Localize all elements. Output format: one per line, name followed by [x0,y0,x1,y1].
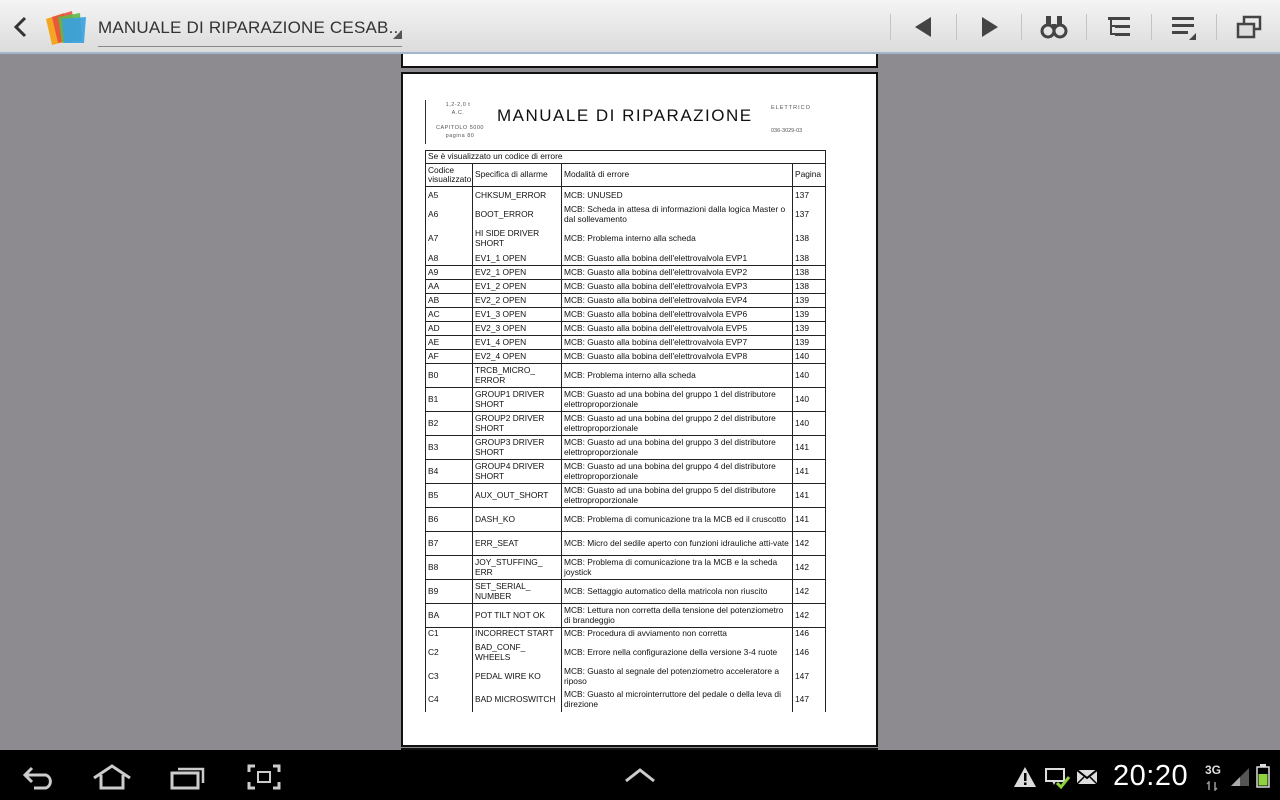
table-row [426,484,826,508]
cell-mode: MCB: Guasto ad una bobina del gruppo 2 del distributore elettroproporzionale [562,412,793,436]
table-row [426,350,826,364]
cell-code: B2 [426,412,473,436]
cell-alarm: AUX_OUT_SHORT [473,484,562,508]
cell-page: 147 [793,665,826,688]
binoculars-icon [1040,14,1068,40]
table-row [426,252,826,266]
cell-mode: MCB: Guasto alla bobina dell'elettrovalvola EVP2 [562,266,793,280]
cell-alarm: EV1_2 OPEN [473,280,562,294]
cell-alarm: BAD_CONF_ WHEELS [473,640,562,665]
warning-icon[interactable] [1013,766,1037,793]
cell-page: 142 [793,580,826,604]
cell-code: A5 [426,187,473,205]
table-row [426,688,826,712]
cell-alarm: EV1_1 OPEN [473,252,562,266]
header-weight: 1,2-2,0 t A.C. [445,102,471,116]
column-header: Pagina [793,164,826,187]
table-row [426,412,826,436]
cell-mode: MCB: Problema di comunicazione tra la MCB ed il cruscotto [562,508,793,532]
cell-alarm: ERR_SEAT [473,532,562,556]
cell-page: 139 [793,336,826,350]
window-mode-button[interactable] [1232,10,1266,44]
recent-apps-icon[interactable] [170,764,206,795]
cell-mode: MCB: Guasto ad una bobina del gruppo 1 del distributore elettroproporzionale [562,388,793,412]
cell-mode: MCB: Guasto alla bobina dell'elettrovalvola EVP3 [562,280,793,294]
table-row [426,532,826,556]
cell-alarm: GROUP1 DRIVER SHORT [473,388,562,412]
cell-code: C3 [426,665,473,688]
cell-code: AB [426,294,473,308]
battery-icon [1256,764,1270,793]
cell-code: AC [426,308,473,322]
cell-alarm: JOY_STUFFING_ ERR [473,556,562,580]
cell-mode: MCB: Guasto alla bobina dell'elettrovalvola EVP5 [562,322,793,336]
error-code-table [425,150,826,712]
page-title: MANUALE DI RIPARAZIONE [497,106,753,125]
cell-code: BA [426,604,473,628]
table-row [426,436,826,460]
cell-code: B0 [426,364,473,388]
cell-page: 137 [793,187,826,205]
action-bar [0,0,1280,54]
cell-alarm: EV1_4 OPEN [473,336,562,350]
cell-page: 138 [793,280,826,294]
find-button[interactable] [1037,10,1071,44]
cell-code: C1 [426,628,473,641]
table-caption: Se è visualizzato un codice di errore [426,151,826,164]
cell-alarm: PEDAL WIRE KO [473,665,562,688]
cell-mode: MCB: Errore nella configurazione della versione 3-4 ruote [562,640,793,665]
cell-page: 141 [793,436,826,460]
cell-code: AE [426,336,473,350]
outline-icon [1105,14,1133,40]
cell-alarm: DASH_KO [473,508,562,532]
cell-page: 146 [793,628,826,641]
cell-page: 139 [793,308,826,322]
cell-mode: MCB: Problema interno alla scheda [562,364,793,388]
table-row [426,308,826,322]
cell-page: 141 [793,484,826,508]
cell-page: 138 [793,266,826,280]
cell-page: 139 [793,294,826,308]
cell-code: B4 [426,460,473,484]
cell-mode: MCB: Guasto alla bobina dell'elettrovalvola EVP1 [562,252,793,266]
table-row [426,665,826,688]
cell-page: 146 [793,640,826,665]
cell-alarm: EV2_4 OPEN [473,350,562,364]
table-row [426,388,826,412]
cell-alarm: TRCB_MICRO_ ERROR [473,364,562,388]
cell-alarm: GROUP2 DRIVER SHORT [473,412,562,436]
cell-mode: MCB: Scheda in attesa di informazioni dalla logica Master o dal sollevamento [562,204,793,226]
column-header: Modalità di errore [562,164,793,187]
cell-code: B7 [426,532,473,556]
title-dropdown-icon[interactable] [393,30,402,39]
cell-mode: MCB: Micro del sedile aperto con funzioni idrauliche atti-vate [562,532,793,556]
divider [1086,14,1087,40]
table-row [426,556,826,580]
table-row [426,226,826,252]
table-row [426,460,826,484]
cell-page: 139 [793,322,826,336]
table-row [426,294,826,308]
cell-page: 142 [793,556,826,580]
cell-page: 141 [793,460,826,484]
column-header: Codice visualizzato [426,164,473,187]
cell-mode: MCB: Settaggio automatico della matricola non riuscito [562,580,793,604]
cell-code: B6 [426,508,473,532]
home-icon[interactable] [92,764,132,795]
table-header-row [426,164,826,187]
cell-code: AF [426,350,473,364]
cell-mode: MCB: Lettura non corretta della tensione del potenziometro di brandeggio [562,604,793,628]
network-type: 3G [1205,763,1222,777]
cell-mode: MCB: Guasto alla bobina dell'elettrovalvola EVP6 [562,308,793,322]
cell-mode: MCB: Guasto ad una bobina del gruppo 3 del distributore elettroproporzionale [562,436,793,460]
cell-alarm: INCORRECT START [473,628,562,641]
cell-code: C2 [426,640,473,665]
cell-code: A7 [426,226,473,252]
next-page-button[interactable] [973,10,1007,44]
email-icon[interactable] [1076,768,1098,791]
cell-code: AA [426,280,473,294]
document-title[interactable]: MANUALE DI RIPARAZIONE CESAB... [98,18,404,37]
menu-icon [1170,13,1198,41]
table-row [426,187,826,205]
previous-page-button[interactable] [906,10,940,44]
chevron-up-icon[interactable] [624,766,656,789]
document-page[interactable] [401,72,878,747]
table-row [426,266,826,280]
data-transfer-icon [1206,778,1220,796]
cell-page: 137 [793,204,826,226]
divider [1021,14,1022,40]
table-row [426,628,826,641]
cell-alarm: BAD MICROSWITCH [473,688,562,712]
cell-mode: MCB: Guasto ad una bobina del gruppo 5 del distributore elettroproporzionale [562,484,793,508]
restore-window-icon [1235,14,1263,40]
table-row [426,364,826,388]
cell-code: B9 [426,580,473,604]
cell-page: 140 [793,388,826,412]
cell-page: 138 [793,226,826,252]
cell-mode: MCB: Problema di comunicazione tra la MCB e la scheda joystick [562,556,793,580]
header-chapter: CAPITOLO 5000 pagina 80 [436,125,484,139]
cell-alarm: CHKSUM_ERROR [473,187,562,205]
table-row [426,604,826,628]
table-row [426,322,826,336]
cell-alarm: EV2_3 OPEN [473,322,562,336]
cell-code: A6 [426,204,473,226]
cell-alarm: SET_SERIAL_ NUMBER [473,580,562,604]
cell-page: 147 [793,688,826,712]
table-row [426,336,826,350]
cell-mode: MCB: Guasto al segnale del potenziometro acceleratore a riposo [562,665,793,688]
header-code: 036-3029-03 [771,128,803,134]
outline-button[interactable] [1102,10,1136,44]
cell-alarm: POT TILT NOT OK [473,604,562,628]
cell-alarm: GROUP4 DRIVER SHORT [473,460,562,484]
cell-alarm: EV1_3 OPEN [473,308,562,322]
table-row [426,280,826,294]
header-section: ELETTRICO [771,105,811,111]
cell-code: B5 [426,484,473,508]
cell-alarm: EV2_2 OPEN [473,294,562,308]
previous-page-edge [401,54,878,68]
app-logo-icon [42,9,88,47]
cell-code: B8 [426,556,473,580]
download-complete-icon[interactable] [1044,766,1070,795]
cell-mode: MCB: Guasto alla bobina dell'elettrovalvola EVP4 [562,294,793,308]
cell-page: 141 [793,508,826,532]
triangle-left-icon [913,15,933,39]
table-row [426,508,826,532]
cell-page: 138 [793,252,826,266]
back-icon[interactable] [8,14,32,40]
cell-code: B3 [426,436,473,460]
cell-code: A8 [426,252,473,266]
divider [890,14,891,40]
view-menu-button[interactable] [1167,10,1201,44]
cell-page: 142 [793,604,826,628]
signal-strength-icon [1229,766,1251,793]
column-header: Specifica di allarme [473,164,562,187]
cell-code: B1 [426,388,473,412]
cell-mode: MCB: Guasto ad una bobina del gruppo 4 del distributore elettroproporzionale [562,460,793,484]
cell-page: 142 [793,532,826,556]
screenshot-icon[interactable] [247,764,281,795]
cell-mode: MCB: Guasto alla bobina dell'elettrovalvola EVP8 [562,350,793,364]
cell-code: A9 [426,266,473,280]
title-underline [98,46,402,47]
cell-alarm: BOOT_ERROR [473,204,562,226]
cell-page: 140 [793,364,826,388]
cell-page: 140 [793,350,826,364]
back-nav-icon[interactable] [22,764,56,795]
table-row [426,580,826,604]
header-rule [425,100,426,144]
cell-mode: MCB: UNUSED [562,187,793,205]
divider [1216,14,1217,40]
cell-mode: MCB: Guasto alla bobina dell'elettrovalvola EVP7 [562,336,793,350]
clock[interactable]: 20:20 [1113,760,1189,792]
table-row [426,640,826,665]
cell-alarm: GROUP3 DRIVER SHORT [473,436,562,460]
divider [1151,14,1152,40]
table-row [426,204,826,226]
cell-page: 140 [793,412,826,436]
cell-code: C4 [426,688,473,712]
cell-code: AD [426,322,473,336]
cell-mode: MCB: Problema interno alla scheda [562,226,793,252]
cell-mode: MCB: Procedura di avviamento non corretta [562,628,793,641]
triangle-right-icon [980,15,1000,39]
cell-alarm: EV2_1 OPEN [473,266,562,280]
cell-alarm: HI SIDE DRIVER SHORT [473,226,562,252]
cell-mode: MCB: Guasto al microinterruttore del pedale o della leva di direzione [562,688,793,712]
divider [956,14,957,40]
